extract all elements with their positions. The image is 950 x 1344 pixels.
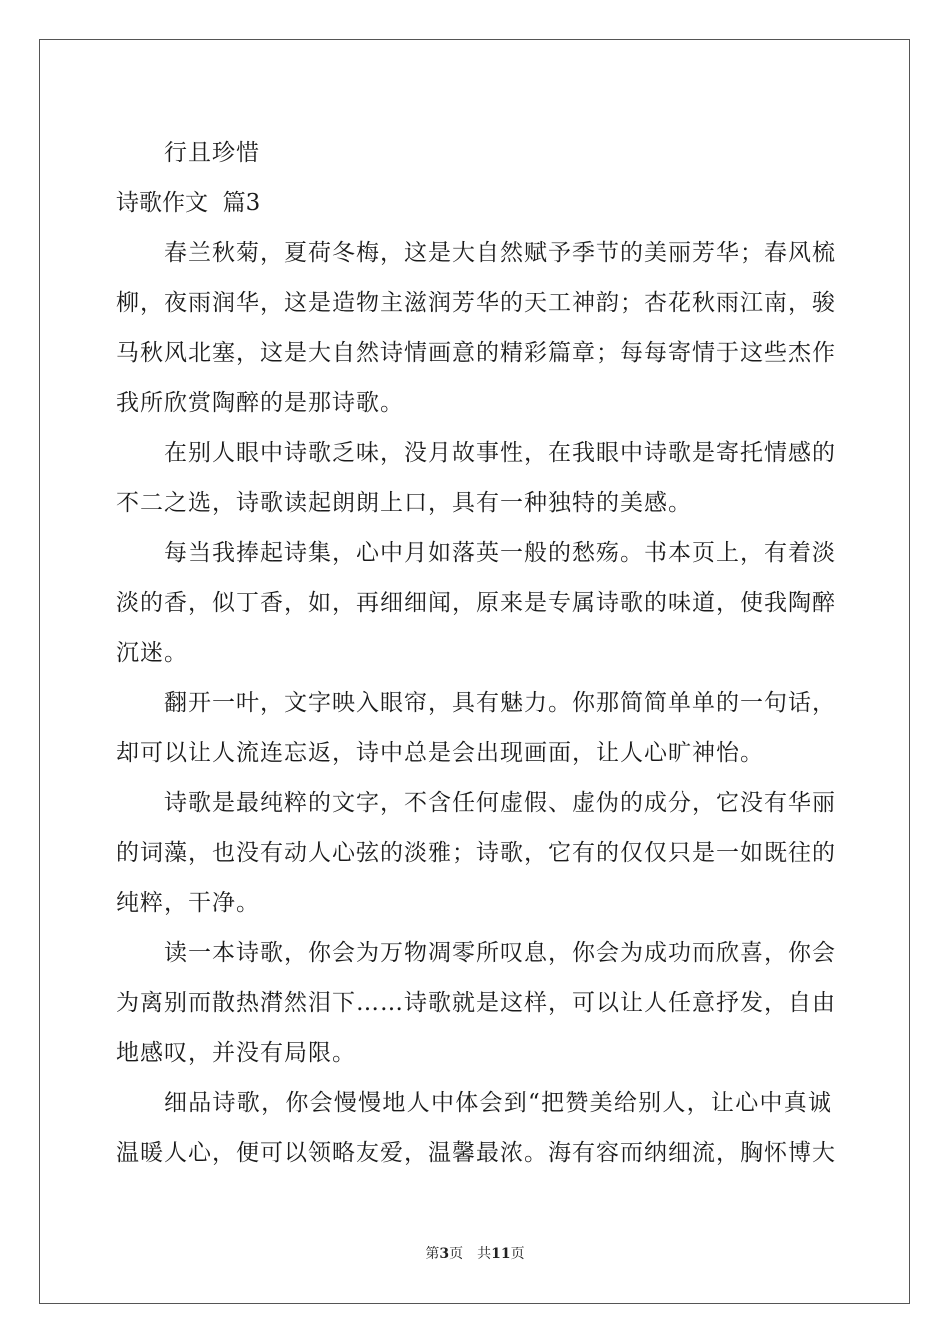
- paragraph-7: [116, 1078, 836, 1178]
- text-line: 读一本诗歌，你会为万物凋零所叹息，你会为成功而欣喜，你会: [164, 940, 836, 966]
- paragraph-4: [116, 678, 836, 778]
- paragraph-2: [116, 428, 836, 528]
- page-suffix: 页: [449, 1246, 464, 1262]
- text-line: 纯粹，干净。: [116, 890, 260, 916]
- page-number: 3: [439, 1246, 450, 1262]
- page-prefix: 第: [425, 1246, 440, 1262]
- page-footer: [0, 1243, 950, 1263]
- total-prefix: 共: [477, 1246, 492, 1262]
- document-body: [116, 128, 836, 1178]
- text-line: 地感叹，并没有局限。: [116, 1040, 356, 1066]
- section-heading: 诗歌作文 篇3: [116, 190, 261, 216]
- text-line: 为离别而散热潸然泪下……诗歌就是这样，可以让人任意抒发，自由: [116, 990, 836, 1016]
- text-line: 诗歌是最纯粹的文字，不含任何虚假、虚伪的成分，它没有华丽: [164, 790, 836, 816]
- paragraph-6: [116, 928, 836, 1078]
- text-line: 每当我捧起诗集，心中月如落英一般的愁殇。书本页上，有着淡: [164, 540, 836, 566]
- total-suffix: 页: [510, 1246, 525, 1262]
- paragraph-3: [116, 528, 836, 678]
- text-line: 我所欣赏陶醉的是那诗歌。: [116, 390, 404, 416]
- text-line: 在别人眼中诗歌乏味，没月故事性，在我眼中诗歌是寄托情感的: [164, 440, 836, 466]
- text-line: 行且珍惜: [164, 140, 260, 166]
- text-line: 沉迷。: [116, 640, 188, 666]
- paragraph-5: [116, 778, 836, 928]
- text-line: 翻开一叶，文字映入眼帘，具有魅力。你那简简单单的一句话，: [164, 690, 836, 716]
- text-line: 却可以让人流连忘返，诗中总是会出现画面，让人心旷神怡。: [116, 740, 764, 766]
- text-line: 温暖人心，便可以领略友爱，温馨最浓。海有容而纳细流，胸怀博大: [116, 1140, 836, 1166]
- text-line: 春兰秋菊，夏荷冬梅，这是大自然赋予季节的美丽芳华；春风梳: [164, 240, 836, 266]
- text-line: 细品诗歌，你会慢慢地人中体会到“把赞美给别人，让心中真诚: [164, 1090, 832, 1116]
- text-line: 柳，夜雨润华，这是造物主滋润芳华的天工神韵；杏花秋雨江南，骏: [116, 290, 836, 316]
- text-line: 不二之选，诗歌读起朗朗上口，具有一种独特的美感。: [116, 490, 692, 516]
- text-line: 的词藻，也没有动人心弦的淡雅；诗歌，它有的仅仅只是一如既往的: [116, 840, 836, 866]
- text-line: 淡的香，似丁香，如，再细细闻，原来是专属诗歌的味道，使我陶醉: [116, 590, 836, 616]
- text-line: 马秋风北塞，这是大自然诗情画意的精彩篇章；每每寄情于这些杰作: [116, 340, 836, 366]
- total-pages: 11: [491, 1246, 511, 1262]
- paragraph-1: [116, 228, 836, 428]
